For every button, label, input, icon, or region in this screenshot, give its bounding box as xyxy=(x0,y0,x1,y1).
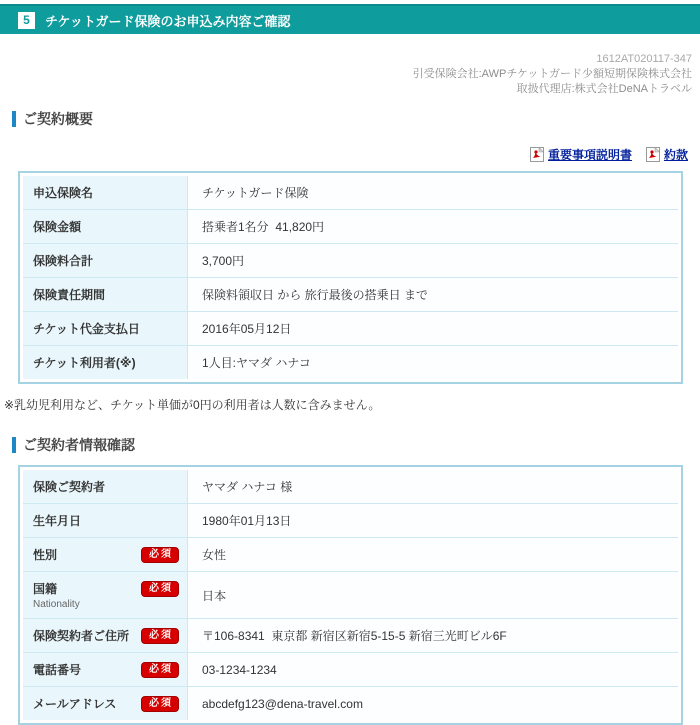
required-badge: 必須 xyxy=(141,581,179,597)
terms-link[interactable] xyxy=(646,146,688,163)
row-value: abcdefg123@dena-travel.com xyxy=(202,696,363,711)
section-heading-contractor xyxy=(12,435,700,455)
row-value: チケットガード保険 xyxy=(202,186,309,200)
row-label: 保険料合計 xyxy=(23,244,188,277)
row-label-text: 電話番号 xyxy=(33,663,82,677)
section-heading-overview xyxy=(12,109,700,129)
row-label xyxy=(23,538,188,571)
agency-text: 取扱代理店:株式会社DeNAトラベル xyxy=(516,83,692,95)
row-label: チケット利用者(※) xyxy=(23,346,188,379)
table-row xyxy=(23,176,678,210)
table-row xyxy=(23,210,678,244)
row-label-text: メールアドレス xyxy=(33,697,117,711)
row-label: チケット代金支払日 xyxy=(23,312,188,345)
row-label xyxy=(23,470,188,503)
table-row xyxy=(23,538,678,572)
row-label: 保険金額 xyxy=(23,210,188,243)
table-row xyxy=(23,504,678,538)
row-value: ヤマダ ハナコ 様 xyxy=(202,480,293,494)
row-value: 保険料領収日 から 旅行最後の搭乗日 まで xyxy=(202,288,429,302)
underwriter-text: 引受保険会社:AWPチケットガード少額短期保険株式会社 xyxy=(412,68,692,80)
row-label xyxy=(23,572,188,618)
important-matters-link[interactable] xyxy=(530,146,632,163)
heading-accent-bar xyxy=(12,437,16,453)
infant-note: ※乳幼児利用など、チケット単価が0円の利用者は人数に含みません。 xyxy=(4,398,381,412)
reference-number: 1612AT020117-347 xyxy=(596,53,692,65)
pdf-icon xyxy=(530,147,544,162)
table-row xyxy=(23,653,678,687)
table-row xyxy=(23,470,678,504)
table-row xyxy=(23,572,678,619)
required-badge: 必須 xyxy=(141,696,179,712)
row-value: 女性 xyxy=(202,548,227,562)
row-label xyxy=(23,619,188,652)
row-sublabel: Nationality xyxy=(33,599,80,610)
row-value: 3,700円 xyxy=(202,254,245,268)
row-label-text: 生年月日 xyxy=(33,514,82,528)
row-label-text: 保険ご契約者 xyxy=(33,480,106,494)
row-value: 日本 xyxy=(202,588,227,603)
row-value: 搭乗者1名分 41,820円 xyxy=(202,220,325,234)
row-label-text: 国籍 xyxy=(33,582,58,596)
required-badge: 必須 xyxy=(141,628,179,644)
table-row xyxy=(23,619,678,653)
policy-meta xyxy=(0,52,700,97)
row-value: 1980年01月13日 xyxy=(202,514,292,528)
section-title: ご契約者情報確認 xyxy=(23,437,135,453)
row-value: 2016年05月12日 xyxy=(202,322,292,336)
terms-label: 約款 xyxy=(663,147,688,162)
required-badge: 必須 xyxy=(141,662,179,678)
section-title: ご契約概要 xyxy=(23,111,93,127)
table-row xyxy=(23,278,678,312)
row-label: 保険責任期間 xyxy=(23,278,188,311)
important-matters-label: 重要事項説明書 xyxy=(547,147,632,162)
table-row xyxy=(23,346,678,379)
contractor-table xyxy=(18,465,683,725)
row-label xyxy=(23,687,188,720)
row-label-text: 性別 xyxy=(33,548,58,562)
heading-accent-bar xyxy=(12,111,16,127)
overview-table xyxy=(18,171,683,384)
required-badge: 必須 xyxy=(141,547,179,563)
row-value: 1人目:ヤマダ ハナコ xyxy=(202,356,311,370)
table-row xyxy=(23,312,678,346)
row-label xyxy=(23,653,188,686)
table-row xyxy=(23,244,678,278)
page-header-band xyxy=(0,4,700,34)
row-label: 申込保険名 xyxy=(23,176,188,209)
row-value: 〒106-8341 東京都 新宿区新宿5-15-5 新宿三光町ビル6F xyxy=(202,629,507,643)
document-links xyxy=(0,145,700,163)
page-title: チケットガード保険のお申込み内容ご確認 xyxy=(45,13,291,29)
row-value: 03-1234-1234 xyxy=(202,662,277,677)
pdf-icon xyxy=(646,147,660,162)
row-label xyxy=(23,504,188,537)
step-number-badge: 5 xyxy=(18,12,35,29)
row-label-text: 保険契約者ご住所 xyxy=(33,629,130,643)
table-row xyxy=(23,687,678,720)
